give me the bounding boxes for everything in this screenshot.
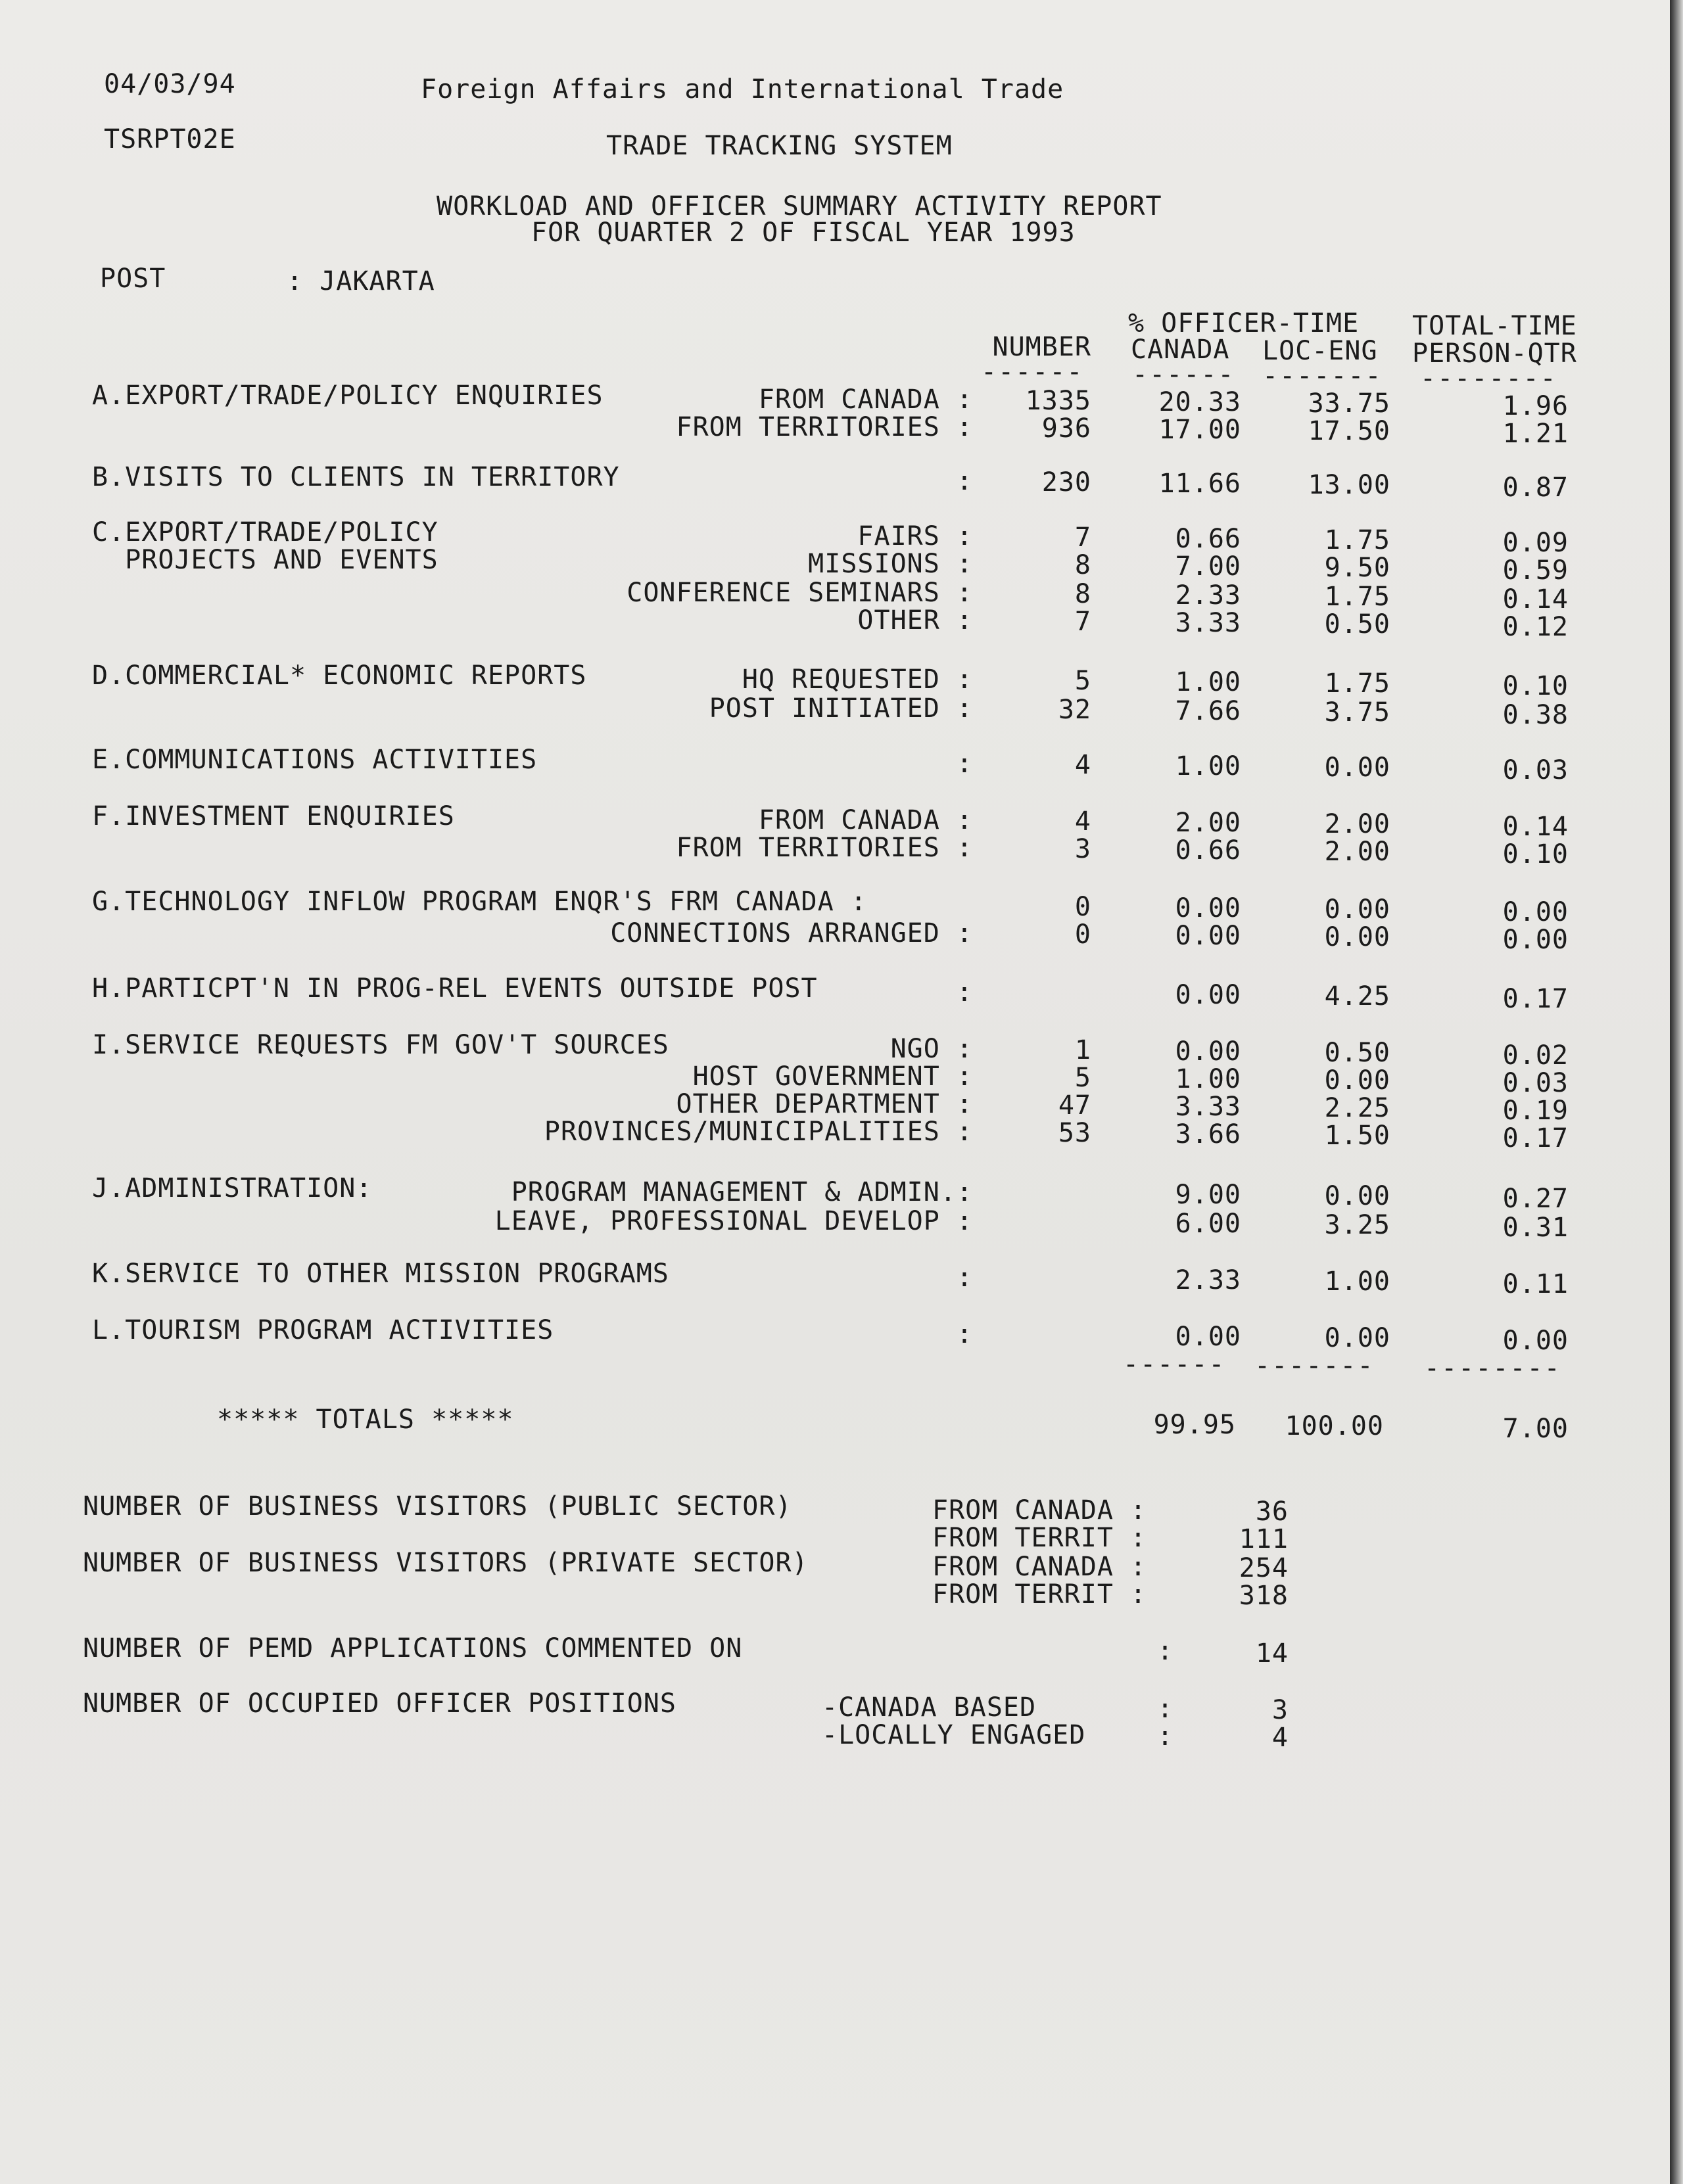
row-label: F.INVESTMENT ENQUIRIES (92, 801, 455, 831)
row-loceng: 4.25 (1324, 981, 1390, 1011)
row-loceng: 2.00 (1324, 809, 1390, 839)
row-sublabel: FAIRS : (857, 521, 973, 551)
row-person: 1.96 (1502, 391, 1569, 421)
row-canada: 1.00 (1175, 1064, 1241, 1094)
loc-eng-column-header: LOC-ENG (1262, 336, 1378, 366)
row-number: 32 (1058, 695, 1091, 725)
row-person: 0.03 (1502, 1068, 1569, 1098)
row-person: 0.38 (1502, 700, 1569, 730)
row-label: PROJECTS AND EVENTS (92, 545, 439, 575)
row-person: 0.17 (1502, 1123, 1569, 1153)
row-loceng: 0.00 (1324, 1181, 1390, 1211)
row-label: G.TECHNOLOGY INFLOW PROGRAM ENQR'S FRM CANADA : (92, 887, 867, 917)
row-loceng: 1.75 (1324, 668, 1390, 699)
row-canada: 0.66 (1175, 524, 1241, 554)
row-loceng: 0.00 (1324, 895, 1390, 925)
row-person: 0.87 (1502, 473, 1569, 503)
row-person: 0.10 (1502, 839, 1569, 870)
row-sublabel: FROM CANADA : (758, 805, 973, 835)
row-number: 4 (1074, 750, 1091, 780)
row-loceng: 0.00 (1324, 922, 1390, 952)
row-sublabel: POST INITIATED : (709, 693, 973, 724)
row-loceng: 9.50 (1324, 553, 1390, 583)
private-from-canada-value: 254 (1239, 1553, 1289, 1583)
positions-local-value: 4 (1271, 1723, 1289, 1753)
row-person: 0.02 (1502, 1040, 1569, 1071)
row-person: 0.17 (1502, 984, 1569, 1014)
row-loceng: 17.50 (1308, 416, 1390, 446)
row-canada: 0.00 (1175, 980, 1241, 1010)
row-sublabel: : (956, 749, 973, 779)
person-qtr-column-header: PERSON-QTR (1412, 338, 1577, 369)
row-canada: 2.00 (1175, 808, 1241, 838)
row-label: I.SERVICE REQUESTS FM GOV'T SOURCES (92, 1030, 669, 1060)
row-person: 0.14 (1502, 812, 1569, 842)
row-canada: 1.00 (1175, 751, 1241, 781)
loc-eng-underline: ------- (1262, 361, 1383, 391)
row-number: 1335 (1025, 386, 1091, 416)
row-number: 230 (1041, 467, 1091, 498)
positions-canada-label: -CANADA BASED (822, 1692, 1037, 1723)
row-person: 0.10 (1502, 671, 1569, 701)
row-canada: 2.33 (1175, 1265, 1241, 1295)
row-canada: 0.00 (1175, 921, 1241, 951)
row-sublabel: LEAVE, PROFESSIONAL DEVELOP : (494, 1206, 973, 1236)
post-label: POST (100, 264, 166, 294)
row-loceng: 13.00 (1308, 470, 1390, 500)
report-subtitle: FOR QUARTER 2 OF FISCAL YEAR 1993 (531, 218, 1076, 248)
row-number: 1 (1074, 1035, 1091, 1065)
number-column-header: NUMBER (992, 332, 1091, 362)
public-from-canada-value: 36 (1255, 1497, 1289, 1527)
row-person: 0.00 (1502, 1326, 1569, 1356)
positions-local-label: -LOCALLY ENGAGED (822, 1720, 1086, 1750)
pemd-value: 14 (1255, 1638, 1289, 1669)
row-label: C.EXPORT/TRADE/POLICY (92, 517, 439, 547)
row-canada: 3.33 (1175, 1092, 1241, 1122)
pct-officer-time-header: % OFFICER-TIME (1128, 308, 1360, 338)
row-sublabel: FROM TERRITORIES : (676, 412, 973, 442)
row-loceng: 3.75 (1324, 697, 1390, 728)
row-label: K.SERVICE TO OTHER MISSION PROGRAMS (92, 1259, 669, 1289)
post-value: : JAKARTA (287, 266, 435, 296)
row-person: 0.00 (1502, 925, 1569, 955)
row-canada: 0.00 (1175, 1036, 1241, 1067)
row-person: 0.14 (1502, 584, 1569, 615)
row-loceng: 33.75 (1308, 388, 1390, 419)
row-loceng: 0.00 (1324, 1323, 1390, 1353)
row-canada: 3.66 (1175, 1119, 1241, 1150)
row-sublabel: OTHER DEPARTMENT : (676, 1089, 973, 1119)
person-qtr-underline: -------- (1420, 363, 1557, 394)
department-name: Foreign Affairs and International Trade (421, 74, 1064, 105)
row-sublabel: FROM TERRITORIES : (676, 833, 973, 863)
row-number: 7 (1074, 523, 1091, 553)
row-canada: 0.66 (1175, 835, 1241, 866)
row-canada: 0.00 (1175, 893, 1241, 923)
row-sublabel: : (956, 977, 973, 1008)
row-person: 0.27 (1502, 1184, 1569, 1214)
row-canada: 7.66 (1175, 696, 1241, 726)
row-number: 7 (1074, 607, 1091, 637)
totals-loceng-rule: ------- (1254, 1351, 1375, 1381)
row-loceng: 1.75 (1324, 582, 1390, 612)
row-sublabel: CONFERENCE SEMINARS : (627, 578, 973, 608)
row-loceng: 0.00 (1324, 1065, 1390, 1096)
pemd-colon: : (1157, 1636, 1174, 1666)
totals-label: ***** TOTALS ***** (217, 1405, 514, 1435)
public-visitors-label: NUMBER OF BUSINESS VISITORS (PUBLIC SECTOR) (83, 1491, 792, 1522)
row-canada: 6.00 (1175, 1209, 1241, 1239)
number-underline: ------ (981, 357, 1084, 387)
row-label: B.VISITS TO CLIENTS IN TERRITORY (92, 462, 620, 492)
row-loceng: 2.25 (1324, 1093, 1390, 1123)
row-loceng: 3.25 (1324, 1210, 1390, 1240)
row-label: D.COMMERCIAL* ECONOMIC REPORTS (92, 661, 587, 691)
row-canada: 7.00 (1175, 551, 1241, 582)
row-number: 8 (1074, 550, 1091, 580)
report-title: WORKLOAD AND OFFICER SUMMARY ACTIVITY REPORT (437, 191, 1162, 221)
pemd-label: NUMBER OF PEMD APPLICATIONS COMMENTED ON (83, 1633, 743, 1663)
row-sublabel: OTHER : (857, 605, 973, 636)
row-person: 0.12 (1502, 612, 1569, 642)
row-label: H.PARTICPT'N IN PROG-REL EVENTS OUTSIDE POST (92, 973, 818, 1004)
positions-local-colon: : (1157, 1721, 1174, 1752)
row-loceng: 1.00 (1324, 1266, 1390, 1297)
row-number: 5 (1074, 666, 1091, 696)
private-from-territ-value: 318 (1239, 1581, 1289, 1611)
row-person: 0.11 (1502, 1269, 1569, 1299)
row-loceng: 0.00 (1324, 753, 1390, 783)
row-number: 8 (1074, 579, 1091, 609)
row-sublabel: PROVINCES/MUNICIPALITIES : (544, 1117, 973, 1147)
row-number: 936 (1041, 413, 1091, 444)
totals-person-rule: -------- (1424, 1353, 1561, 1383)
row-canada: 17.00 (1158, 415, 1241, 445)
row-label: L.TOURISM PROGRAM ACTIVITIES (92, 1315, 554, 1345)
totals-loceng: 100.00 (1285, 1411, 1384, 1441)
row-loceng: 1.75 (1324, 525, 1390, 555)
row-canada: 2.33 (1175, 580, 1241, 611)
row-number: 4 (1074, 806, 1091, 837)
row-canada: 11.66 (1158, 469, 1241, 499)
row-label: A.EXPORT/TRADE/POLICY ENQUIRIES (92, 381, 604, 411)
row-sublabel: : (956, 1263, 973, 1293)
row-loceng: 0.50 (1324, 609, 1390, 639)
row-person: 0.59 (1502, 555, 1569, 586)
totals-person: 7.00 (1502, 1414, 1569, 1444)
row-person: 0.31 (1502, 1213, 1569, 1243)
row-sublabel: HOST GOVERNMENT : (692, 1061, 973, 1092)
total-time-header: TOTAL-TIME (1412, 311, 1577, 341)
row-person: 0.09 (1502, 528, 1569, 558)
row-sublabel: : (956, 466, 973, 496)
row-sublabel: CONNECTIONS ARRANGED : (610, 918, 973, 948)
row-person: 0.00 (1502, 897, 1569, 927)
row-sublabel: : (956, 1319, 973, 1349)
row-number: 3 (1074, 834, 1091, 864)
canada-underline: ------ (1132, 360, 1235, 390)
canada-column-header: CANADA (1131, 335, 1230, 365)
row-sublabel: PROGRAM MANAGEMENT & ADMIN.: (511, 1177, 973, 1207)
public-from-territ-value: 111 (1239, 1524, 1289, 1554)
row-canada: 0.00 (1175, 1322, 1241, 1352)
row-number: 0 (1074, 919, 1091, 950)
positions-canada-value: 3 (1271, 1695, 1289, 1725)
row-sublabel: MISSIONS : (808, 549, 973, 579)
row-number: 5 (1074, 1063, 1091, 1093)
row-sublabel: FROM CANADA : (758, 384, 973, 415)
row-number: 47 (1058, 1090, 1091, 1121)
row-number: 0 (1074, 892, 1091, 922)
totals-canada: 99.95 (1153, 1410, 1236, 1440)
row-loceng: 2.00 (1324, 837, 1390, 867)
row-canada: 20.33 (1158, 387, 1241, 417)
row-canada: 3.33 (1175, 608, 1241, 638)
row-canada: 9.00 (1175, 1180, 1241, 1210)
private-from-territ-label: FROM TERRIT : (932, 1579, 1147, 1610)
row-sublabel: NGO : (890, 1034, 973, 1064)
row-loceng: 0.50 (1324, 1038, 1390, 1068)
row-person: 1.21 (1502, 419, 1569, 449)
totals-canada-rule: ------ (1123, 1349, 1226, 1380)
row-label: E.COMMUNICATIONS ACTIVITIES (92, 745, 538, 775)
public-from-canada-label: FROM CANADA : (932, 1495, 1147, 1525)
private-visitors-label: NUMBER OF BUSINESS VISITORS (PRIVATE SECTOR) (83, 1548, 809, 1578)
row-person: 0.19 (1502, 1096, 1569, 1126)
positions-canada-colon: : (1157, 1694, 1174, 1724)
report-code: TSRPT02E (104, 124, 236, 154)
system-name: TRADE TRACKING SYSTEM (606, 131, 953, 161)
positions-label: NUMBER OF OCCUPIED OFFICER POSITIONS (83, 1688, 676, 1719)
public-from-territ-label: FROM TERRIT : (932, 1523, 1147, 1553)
row-canada: 1.00 (1175, 667, 1241, 697)
row-label: J.ADMINISTRATION: (92, 1173, 373, 1203)
report-date: 04/03/94 (104, 69, 236, 99)
private-from-canada-label: FROM CANADA : (932, 1552, 1147, 1582)
page-edge-shadow (1670, 0, 1683, 2184)
row-number: 53 (1058, 1118, 1091, 1148)
row-person: 0.03 (1502, 755, 1569, 785)
row-loceng: 1.50 (1324, 1121, 1390, 1151)
row-sublabel: HQ REQUESTED : (742, 664, 973, 695)
